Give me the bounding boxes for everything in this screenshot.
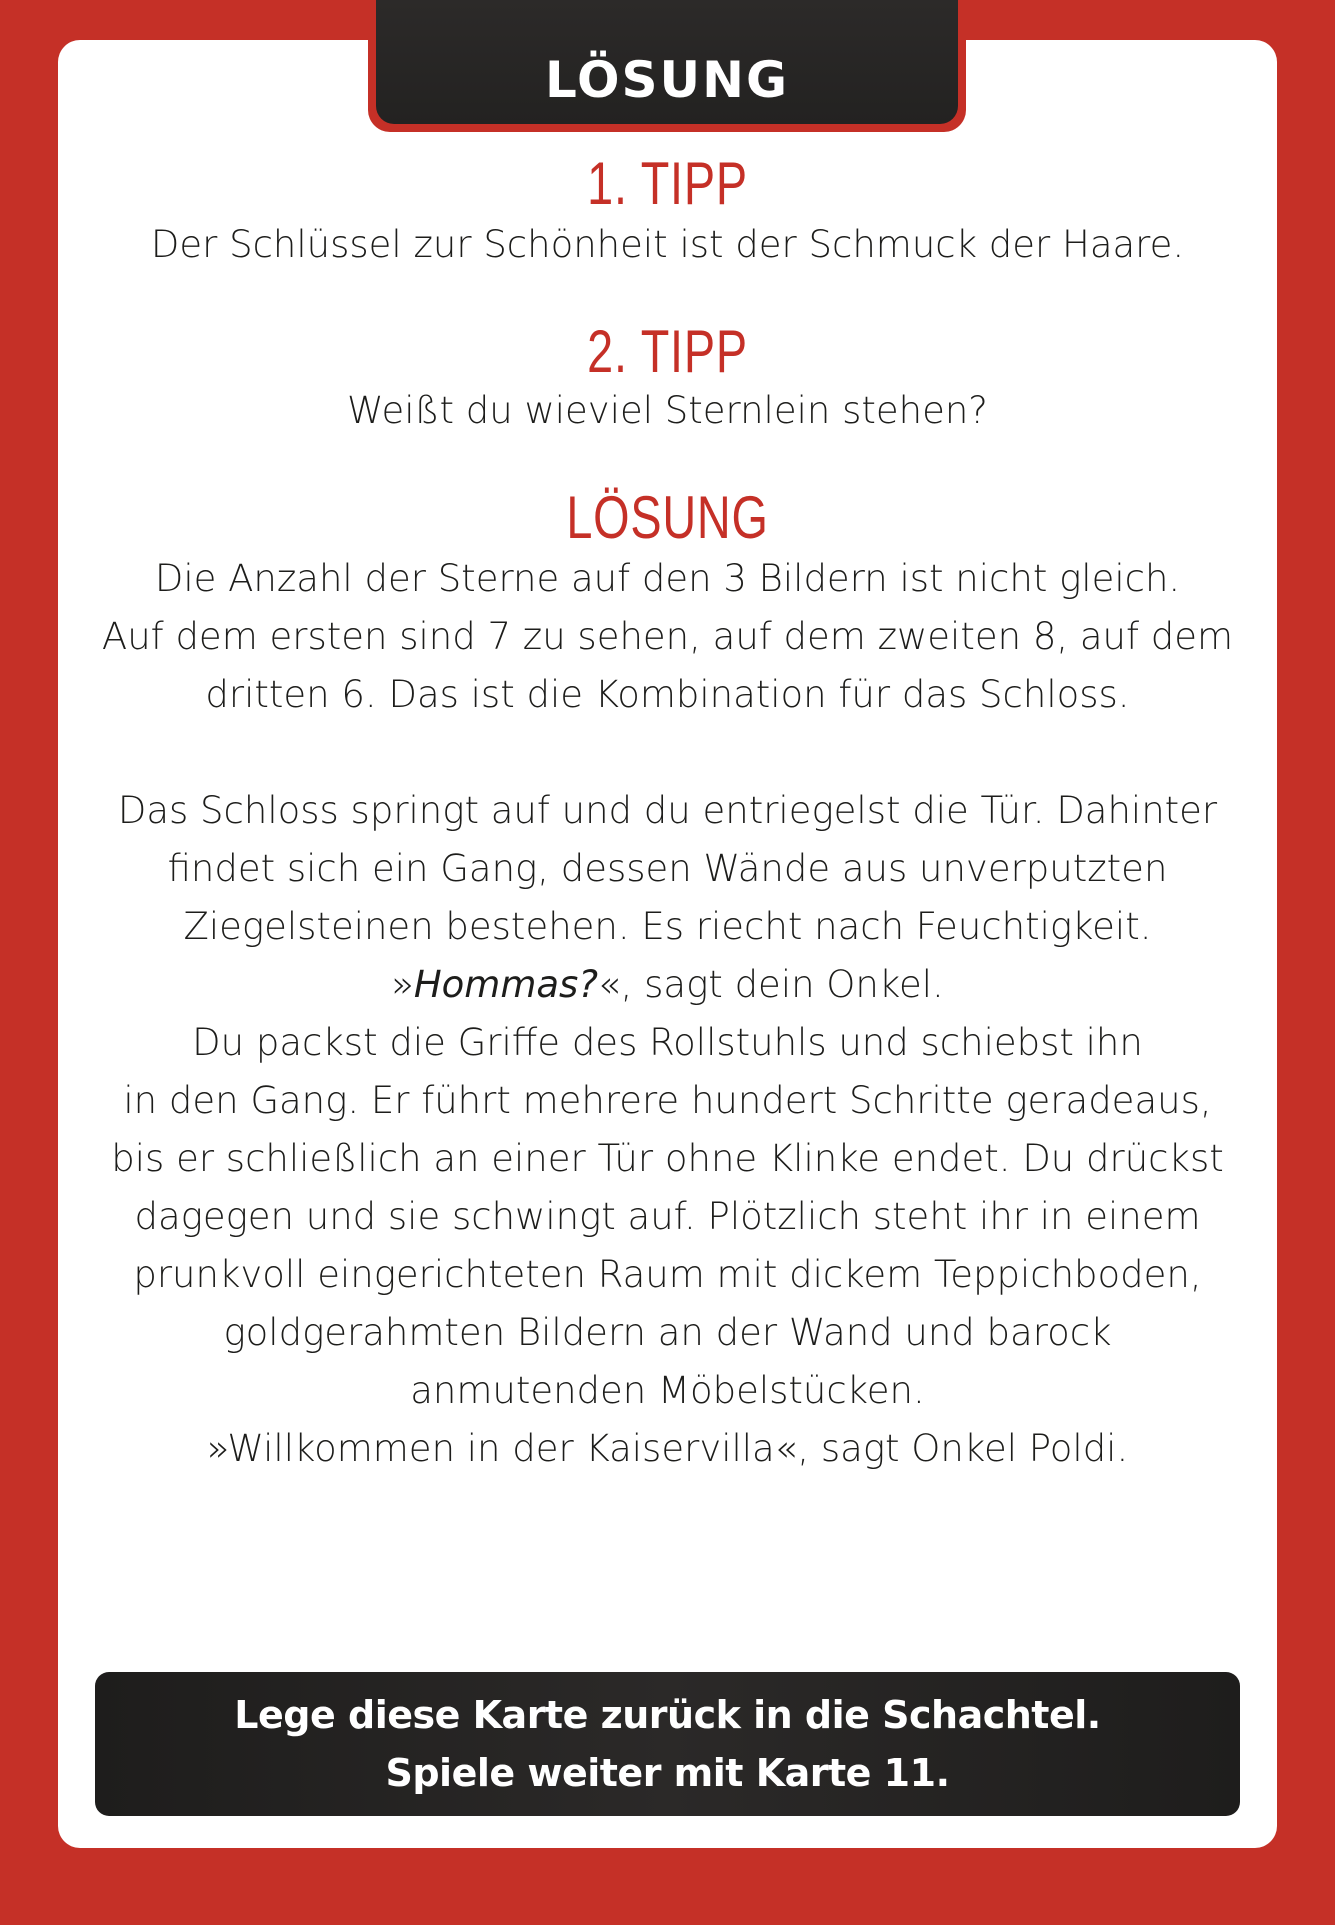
story-text	[58, 782, 1277, 1478]
quote-open: »	[391, 963, 414, 1006]
header-title: LÖSUNG	[544, 51, 790, 109]
footer-line-2: Spiele weiter mit Karte 11.	[385, 1751, 950, 1795]
tip-1-heading: 1. TIPP	[587, 150, 748, 217]
quote-italic: Hommas?	[413, 963, 598, 1006]
solution-line: dritten 6. Das ist die Kombination für das Schloss.	[205, 673, 1130, 716]
story-quote-line	[58, 956, 1277, 1014]
story-line: Ziegelsteinen bestehen. Es riecht nach Feuchtigkeit.	[183, 905, 1152, 948]
header-tab-inner	[376, 0, 958, 124]
card-content	[58, 148, 1277, 1478]
solution-line: Die Anzahl der Sterne auf den 3 Bildern ist nicht gleich.	[154, 557, 1181, 600]
story-line: bis er schließlich an einer Tür ohne Klinke endet. Du drückst	[111, 1137, 1224, 1180]
story-line: »Willkommen in der Kaiservilla«, sagt Onkel Poldi.	[206, 1427, 1129, 1470]
story-line: dagegen und sie schwingt auf. Plötzlich steht ihr in einem	[134, 1195, 1201, 1238]
quote-rest: «, sagt dein Onkel.	[597, 963, 944, 1006]
story-line: prunkvoll eingerichteten Raum mit dickem Teppichboden,	[133, 1253, 1202, 1296]
header-tab	[368, 0, 966, 132]
footer-instruction-box	[95, 1672, 1240, 1816]
story-line: findet sich ein Gang, dessen Wände aus unverputzten	[167, 847, 1168, 890]
solution-heading: LÖSUNG	[566, 484, 769, 551]
story-line: Du packst die Griffe des Rollstuhls und schiebst ihn	[192, 1021, 1143, 1064]
solution-text	[58, 550, 1277, 724]
tip-1-text: Der Schlüssel zur Schönheit ist der Schmuck der Haare.	[150, 223, 1185, 266]
tip-2-text: Weißt du wieviel Sternlein stehen?	[347, 389, 988, 432]
story-line: in den Gang. Er führt mehrere hundert Schritte geradeaus,	[123, 1079, 1212, 1122]
footer-line-1: Lege diese Karte zurück in die Schachtel.	[234, 1693, 1101, 1737]
story-line: anmutenden Möbelstücken.	[410, 1369, 925, 1412]
solution-line: Auf dem ersten sind 7 zu sehen, auf dem zweiten 8, auf dem	[101, 615, 1234, 658]
tip-2-heading: 2. TIPP	[587, 318, 748, 385]
story-line: goldgerahmten Bildern an der Wand und barock	[223, 1311, 1112, 1354]
story-line: Das Schloss springt auf und du entriegelst die Tür. Dahinter	[117, 789, 1218, 832]
paragraph-gap	[58, 724, 1277, 782]
